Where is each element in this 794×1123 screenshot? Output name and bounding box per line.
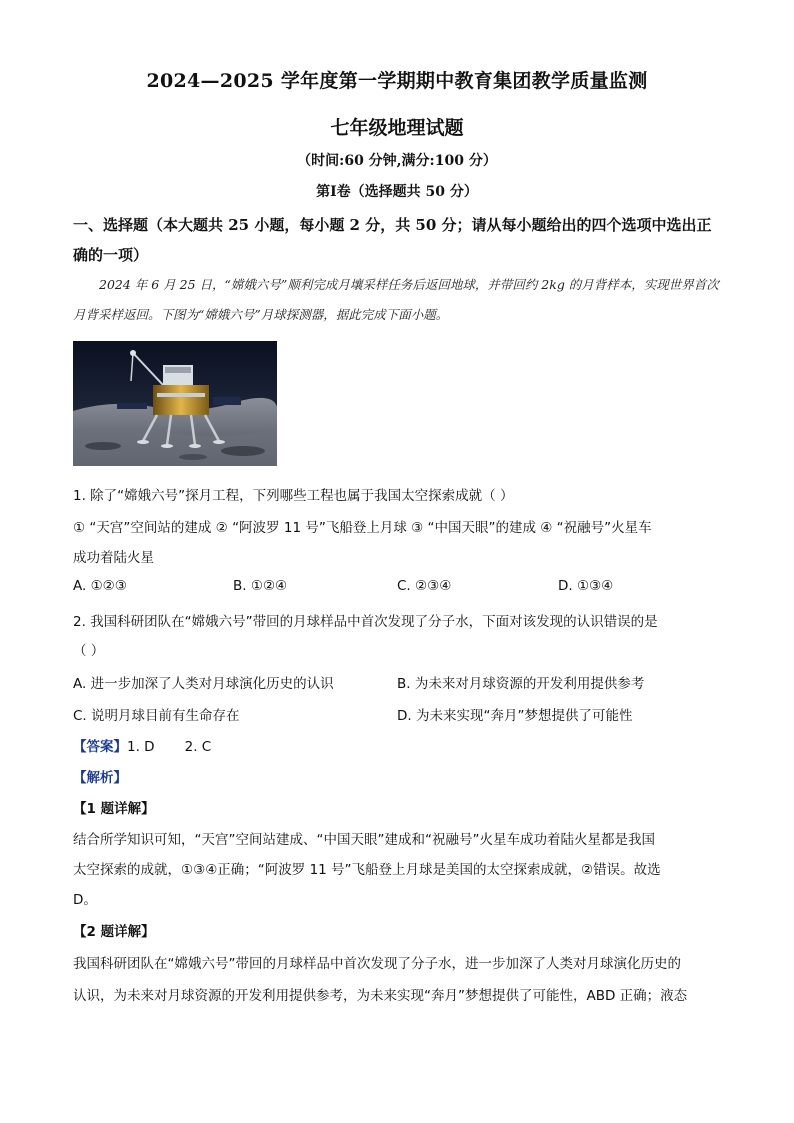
q1-option-c: C. ②③④	[397, 578, 452, 594]
q1-option-b: B. ①②④	[233, 578, 288, 594]
question-1-items-cont: 成功着陆火星	[73, 550, 154, 566]
detail-1-line-1: 结合所学知识可知，“天宫”空间站建成、“中国天眼”建成和“祝融号”火星车成功着陆火星都是我国	[73, 832, 655, 848]
detail-1-line-2: 太空探索的成就，①③④正确；“阿波罗 11 号”飞船登上月球是美国的太空探索成就，②错误。故选	[73, 862, 661, 878]
answer-text: 1. D 2. C	[127, 739, 212, 755]
detail-2-line-2: 认识，为未来对月球资源的开发利用提供参考，为未来实现“奔月”梦想提供了可能性，ABD 正确；液态	[73, 988, 688, 1004]
volume-heading: 第Ⅰ卷（选择题共 50 分）	[316, 184, 478, 200]
intro-paragraph: 2024 年 6 月 25 日，“嫦娥六号”顺利完成月壤采样任务后返回地球，并带回约 2kg 的月背样本，实现世界首次月背采样返回。下图为“嫦娥六号”月球探测器，据此完成下面小题。	[73, 277, 719, 322]
q2-option-c: C. 说明月球目前有生命存在	[73, 708, 240, 724]
detail-2-line-1: 我国科研团队在“嫦娥六号”带回的月球样品中首次发现了分子水，进一步加深了人类对月球演化历史的	[73, 956, 681, 972]
answer-line	[73, 735, 723, 755]
chang-e-6-lander-photo	[73, 341, 277, 466]
answer-label: 【答案】	[73, 739, 127, 755]
q2-option-d: D. 为未来实现“奔月”梦想提供了可能性	[397, 708, 633, 724]
detail-1-line-3: D。	[73, 892, 97, 908]
analysis-line	[73, 766, 723, 786]
question-1-stem: 1. 除了“嫦娥六号”探月工程，下列哪些工程也属于我国太空探索成就（ ）	[73, 488, 514, 504]
section-heading: 一、选择题（本大题共 25 小题，每小题 2 分，共 50 分；请从每小题给出的四个选项中选出正确的一项）	[73, 216, 712, 264]
detail-2-heading: 【2 题详解】	[73, 924, 155, 940]
exam-meta: （时间:60 分钟,满分:100 分）	[297, 153, 497, 169]
question-2-stem-cont: （ ）	[73, 643, 105, 659]
q1-option-d: D. ①③④	[558, 578, 614, 594]
q2-option-a: A. 进一步加深了人类对月球演化历史的认识	[73, 676, 334, 692]
subject-title: 七年级地理试题	[330, 117, 464, 139]
analysis-label: 【解析】	[73, 770, 127, 786]
detail-1-heading: 【1 题详解】	[73, 801, 155, 817]
q1-option-a: A. ①②③	[73, 578, 127, 594]
exam-title: 2024—2025 学年度第一学期期中教育集团教学质量监测	[146, 70, 648, 92]
q2-option-b: B. 为未来对月球资源的开发利用提供参考	[397, 676, 645, 692]
question-1-items: ① “天宫”空间站的建成 ② “阿波罗 11 号”飞船登上月球 ③ “中国天眼”的建成 ④ “祝融号”火星车	[73, 520, 652, 536]
question-2-stem: 2. 我国科研团队在“嫦娥六号”带回的月球样品中首次发现了分子水，下面对该发现的认识错误的是	[73, 614, 658, 630]
